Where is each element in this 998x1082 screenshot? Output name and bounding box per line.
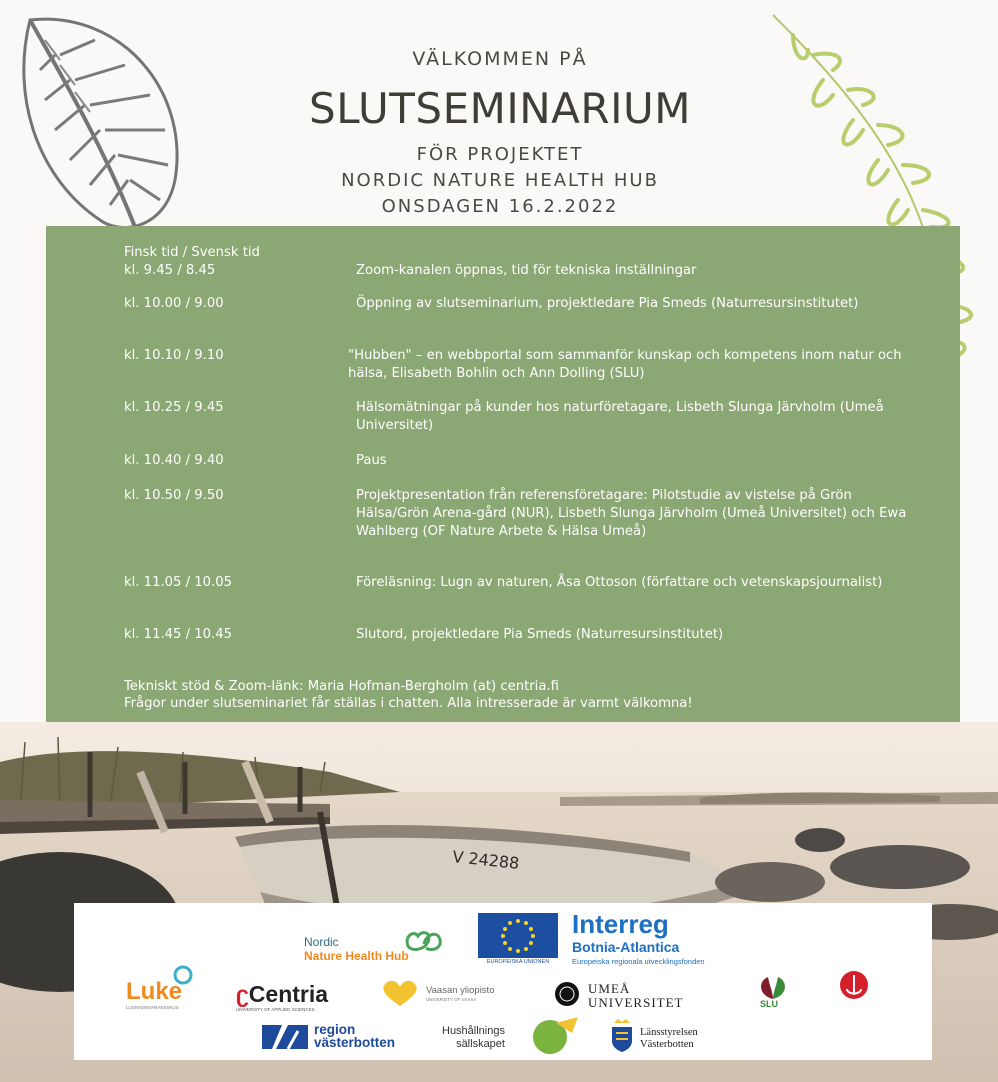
luke-logo-sub: LUONNONVARAKESKUS [126,1005,179,1010]
region-vb-logo-line2: västerbotten [314,1035,396,1050]
red-seal-icon [832,969,876,1009]
lansstyrelsen-logo [640,1027,698,1051]
program-desc: Projektpresentation från referensföretagare: Pilotstudie av vistelse på Grön Hälsa/Grön Arena-gård (NUR), Lisbeth Slunga Järvholm (Umeå Universitet) och Ewa Wahlberg (OF Nature Arbete & Hälsa Umeå) [356,488,907,539]
slu-logo-text: SLU [760,999,778,1009]
region-vb-icon [262,1025,308,1049]
program-desc: Slutord, projektledare Pia Smeds (Naturresursinstitutet) [356,627,724,642]
eu-caption: EUROPEISKA UNIONEN [486,959,550,965]
program-desc: "Hubben" – en webbportal som sammanför kunskap och kompetens inom natur och hälsa, Elisabeth Bohlin och Ann Dolling (SLU) [348,348,902,381]
lansstyrelsen-crest-icon [610,1019,634,1053]
welcome-note-text: Frågor under slutseminariet får ställas i chatten. Alla intresserade är varmt välkomna! [124,696,693,711]
luke-logo: Luke [126,978,183,1005]
lansstyrelsen-logo-line2: Västerbotten [640,1039,694,1050]
umea-logo-line1: UMEÅ [588,981,631,996]
welcome-text: VÄLKOMMEN PÅ [412,48,588,70]
program-time: kl. 10.50 / 9.50 [124,488,224,503]
vaasa-logo-text: Vaasan yliopisto [426,985,495,996]
vaasa-heart-icon [380,979,420,1007]
umea-seal-icon [554,981,580,1007]
subtitle-date: ONSDAGEN 16.2.2022 [381,196,619,217]
interreg-logo-program: Botnia-Atlantica [572,939,680,955]
subtitle-project-label: FÖR PROJEKTET [416,144,584,165]
nnhh-hands-icon [404,928,444,952]
interreg-logo-fund: Europeiska regionala utvecklingsfonden [572,957,705,966]
gray-leaf-decoration [0,0,200,245]
page-title: SLUTSEMINARIUM [309,84,691,133]
program-time: kl. 10.00 / 9.00 [124,296,224,311]
time-zone-heading: Finsk tid / Svensk tid [124,245,260,260]
program-desc: Öppning av slutseminarium, projektledare Pia Smeds (Naturresursinstitutet) [356,296,859,311]
centria-swoosh-icon: ʗ [236,981,249,1007]
program-desc: Paus [356,453,387,468]
interreg-logo-title: Interreg [572,909,669,939]
centria-logo-text: Centria [248,981,329,1007]
program-time: kl. 10.10 / 9.10 [124,348,224,363]
hush-circle-icon [526,1015,580,1055]
eu-flag-icon [478,913,558,958]
program-time: kl. 10.25 / 9.45 [124,400,224,415]
umea-logo-line2: UNIVERSITET [588,995,684,1010]
nnhh-logo [304,935,409,963]
nnhh-logo-bottom: Nature Health Hub [304,949,409,963]
centria-logo [236,981,328,1008]
region-vb-logo [314,1023,395,1049]
subtitle-project-name: NORDIC NATURE HEALTH HUB [341,170,659,191]
centria-logo-sub: UNIVERSITY OF APPLIED SCIENCES [236,1007,315,1012]
vaasa-logo-sub: UNIVERSITY OF VAASA [426,997,477,1002]
slu-leaf-icon [756,975,790,1001]
program-desc: Föreläsning: Lugn av naturen, Åsa Ottoson (författare och vetenskapsjournalist) [356,575,883,590]
program-panel [46,226,960,722]
program-desc: Zoom-kanalen öppnas, tid för tekniska inställningar [356,263,697,278]
program-desc: Hälsomätningar på kunder hos naturföretagare, Lisbeth Slunga Järvholm (Umeå Universitet) [356,400,884,433]
hush-logo [442,1025,505,1051]
boat-registration: V 24288 [451,847,521,873]
program-time: kl. 11.05 / 10.05 [124,575,233,590]
hush-logo-line2: sällskapet [456,1038,505,1050]
hush-logo-line1: Hushållnings [442,1025,505,1037]
program-time: kl. 9.45 / 8.45 [124,263,216,278]
program-time: kl. 11.45 / 10.45 [124,627,233,642]
program-footer [124,678,924,712]
region-vb-logo-line1: region [314,1022,356,1037]
program-time: kl. 10.40 / 9.40 [124,453,224,468]
nnhh-logo-top: Nordic [304,935,339,949]
lansstyrelsen-logo-line1: Länsstyrelsen [640,1027,698,1038]
tech-support-text: Tekniskt stöd & Zoom-länk: Maria Hofman-Bergholm (at) centria.fi [124,679,559,694]
partner-logos-strip [74,903,932,1060]
